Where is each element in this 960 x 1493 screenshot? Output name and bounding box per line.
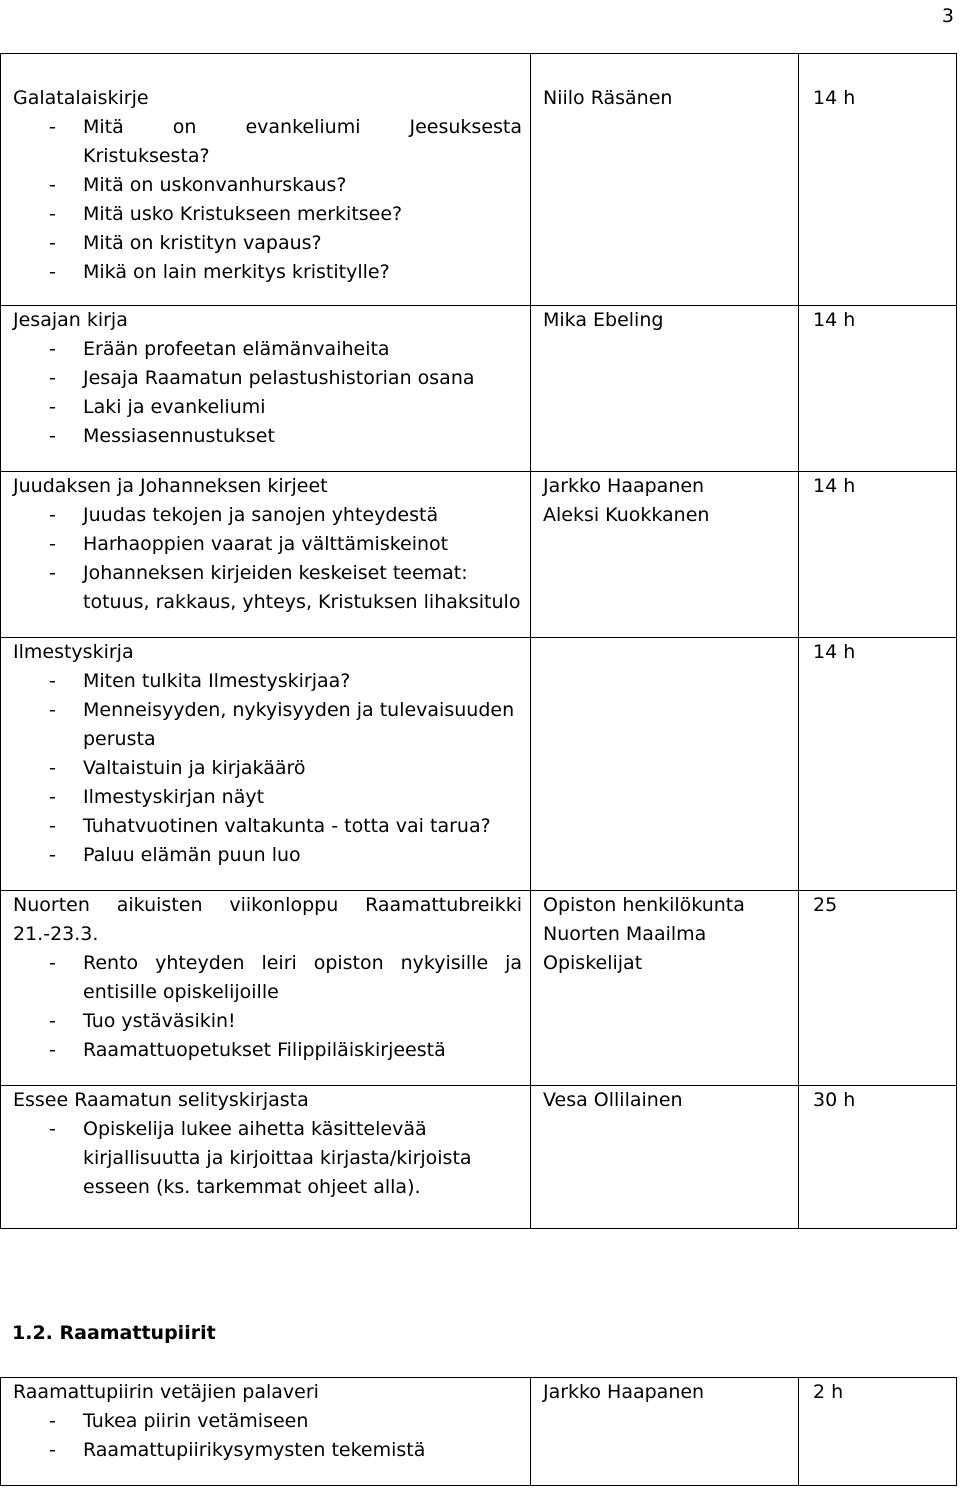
list-item: - Mitä on evankeliumi Jeesuksesta Kristuksesta? <box>13 113 522 171</box>
course-title: Jesajan kirja <box>13 309 128 331</box>
list-item: - Harhaoppien vaarat ja välttämiskeinot <box>13 530 522 559</box>
teacher-cell <box>531 638 799 891</box>
course-title: Ilmestyskirja <box>13 641 134 663</box>
hours-cell <box>799 306 957 472</box>
list-item: - Tuhatvuotinen valtakunta - totta vai tarua? <box>13 812 522 841</box>
table-row <box>1 638 957 891</box>
list-item: - Tukea piirin vetämiseen <box>13 1407 522 1436</box>
list-item: - Ilmestyskirjan näyt <box>13 783 522 812</box>
topic-cell <box>1 472 531 638</box>
topic-list <box>13 949 522 1065</box>
list-item: - Mitä on kristityn vapaus? <box>13 229 522 258</box>
teacher-name: Vesa Ollilainen <box>543 1089 683 1111</box>
topic-cell <box>1 638 531 891</box>
table-row <box>1 306 957 472</box>
list-item: - Miten tulkita Ilmestyskirjaa? <box>13 667 522 696</box>
course-title: Nuorten aikuisten viikonloppu Raamattubreikki 21.-23.3. <box>13 894 522 945</box>
hours-value: 30 h <box>813 1089 856 1111</box>
teacher-name: Niilo Räsänen <box>543 87 673 109</box>
list-item: - Valtaistuin ja kirjakäärö <box>13 754 522 783</box>
list-item: - Johanneksen kirjeiden keskeiset teemat: totuus, rakkaus, yhteys, Kristuksen lihaksitulo <box>13 559 522 617</box>
hours-cell <box>799 1378 957 1486</box>
table-row <box>1 1086 957 1229</box>
bible-circle-table <box>0 1377 957 1486</box>
topic-cell <box>1 1086 531 1229</box>
list-item: - Mikä on lain merkitys kristitylle? <box>13 258 522 287</box>
topic-list <box>13 501 522 617</box>
hours-value: 25 <box>813 894 838 916</box>
course-title: Galatalaiskirje <box>13 87 149 109</box>
hours-cell <box>799 472 957 638</box>
teacher-cell <box>531 54 799 306</box>
page-number: 3 <box>941 5 954 27</box>
topic-cell <box>1 306 531 472</box>
list-item: - Mitä usko Kristukseen merkitsee? <box>13 200 522 229</box>
table-row <box>1 1378 957 1486</box>
teacher-cell <box>531 306 799 472</box>
topic-list <box>13 113 522 287</box>
list-item: - Juudas tekojen ja sanojen yhteydestä <box>13 501 522 530</box>
topic-list <box>13 1407 522 1465</box>
table-row <box>1 54 957 306</box>
section-heading: 1.2. Raamattupiirit <box>12 1322 216 1344</box>
list-item: - Rento yhteyden leiri opiston nykyisille ja entisille opiskelijoille <box>13 949 522 1007</box>
topic-cell <box>1 891 531 1086</box>
list-item: - Jesaja Raamatun pelastushistorian osana <box>13 364 522 393</box>
teacher-cell <box>531 891 799 1086</box>
list-item: - Raamattuopetukset Filippiläiskirjeestä <box>13 1036 522 1065</box>
topic-list <box>13 667 522 870</box>
list-item: - Messiasennustukset <box>13 422 522 451</box>
teacher-cell <box>531 1086 799 1229</box>
hours-value: 14 h <box>813 475 856 497</box>
hours-cell <box>799 638 957 891</box>
course-title: Raamattupiirin vetäjien palaveri <box>13 1381 319 1403</box>
course-title: Juudaksen ja Johanneksen kirjeet <box>13 475 328 497</box>
topic-list <box>13 335 522 451</box>
hours-value: 14 h <box>813 87 856 109</box>
course-title: Essee Raamatun selityskirjasta <box>13 1089 309 1111</box>
topic-cell <box>1 54 531 306</box>
teacher-name: Opiston henkilökunta <box>543 894 745 916</box>
hours-cell <box>799 54 957 306</box>
teacher-name: Mika Ebeling <box>543 309 664 331</box>
topic-cell <box>1 1378 531 1486</box>
list-item: - Erään profeetan elämänvaiheita <box>13 335 522 364</box>
hours-cell <box>799 891 957 1086</box>
list-item: - Laki ja evankeliumi <box>13 393 522 422</box>
teacher-name: Jarkko Haapanen <box>543 475 705 497</box>
teacher-name: Nuorten Maailma <box>543 923 707 945</box>
table-row <box>1 472 957 638</box>
list-item: - Mitä on uskonvanhurskaus? <box>13 171 522 200</box>
teacher-cell <box>531 472 799 638</box>
list-item: - Paluu elämän puun luo <box>13 841 522 870</box>
list-item: - Raamattupiirikysymysten tekemistä <box>13 1436 522 1465</box>
table-row <box>1 891 957 1086</box>
teacher-name: Jarkko Haapanen <box>543 1381 705 1403</box>
list-item: - Menneisyyden, nykyisyyden ja tulevaisuuden perusta <box>13 696 522 754</box>
list-item: - Tuo ystäväsikin! <box>13 1007 522 1036</box>
topic-list <box>13 1115 522 1202</box>
hours-cell <box>799 1086 957 1229</box>
course-table <box>0 53 957 1229</box>
hours-value: 14 h <box>813 641 856 663</box>
teacher-cell <box>531 1378 799 1486</box>
hours-value: 14 h <box>813 309 856 331</box>
teacher-name: Aleksi Kuokkanen <box>543 504 710 526</box>
list-item: - Opiskelija lukee aihetta käsittelevää kirjallisuutta ja kirjoittaa kirjasta/kirjoista esseen (ks. tarkemmat ohjeet alla). <box>13 1115 522 1202</box>
teacher-name: Opiskelijat <box>543 952 643 974</box>
hours-value: 2 h <box>813 1381 844 1403</box>
